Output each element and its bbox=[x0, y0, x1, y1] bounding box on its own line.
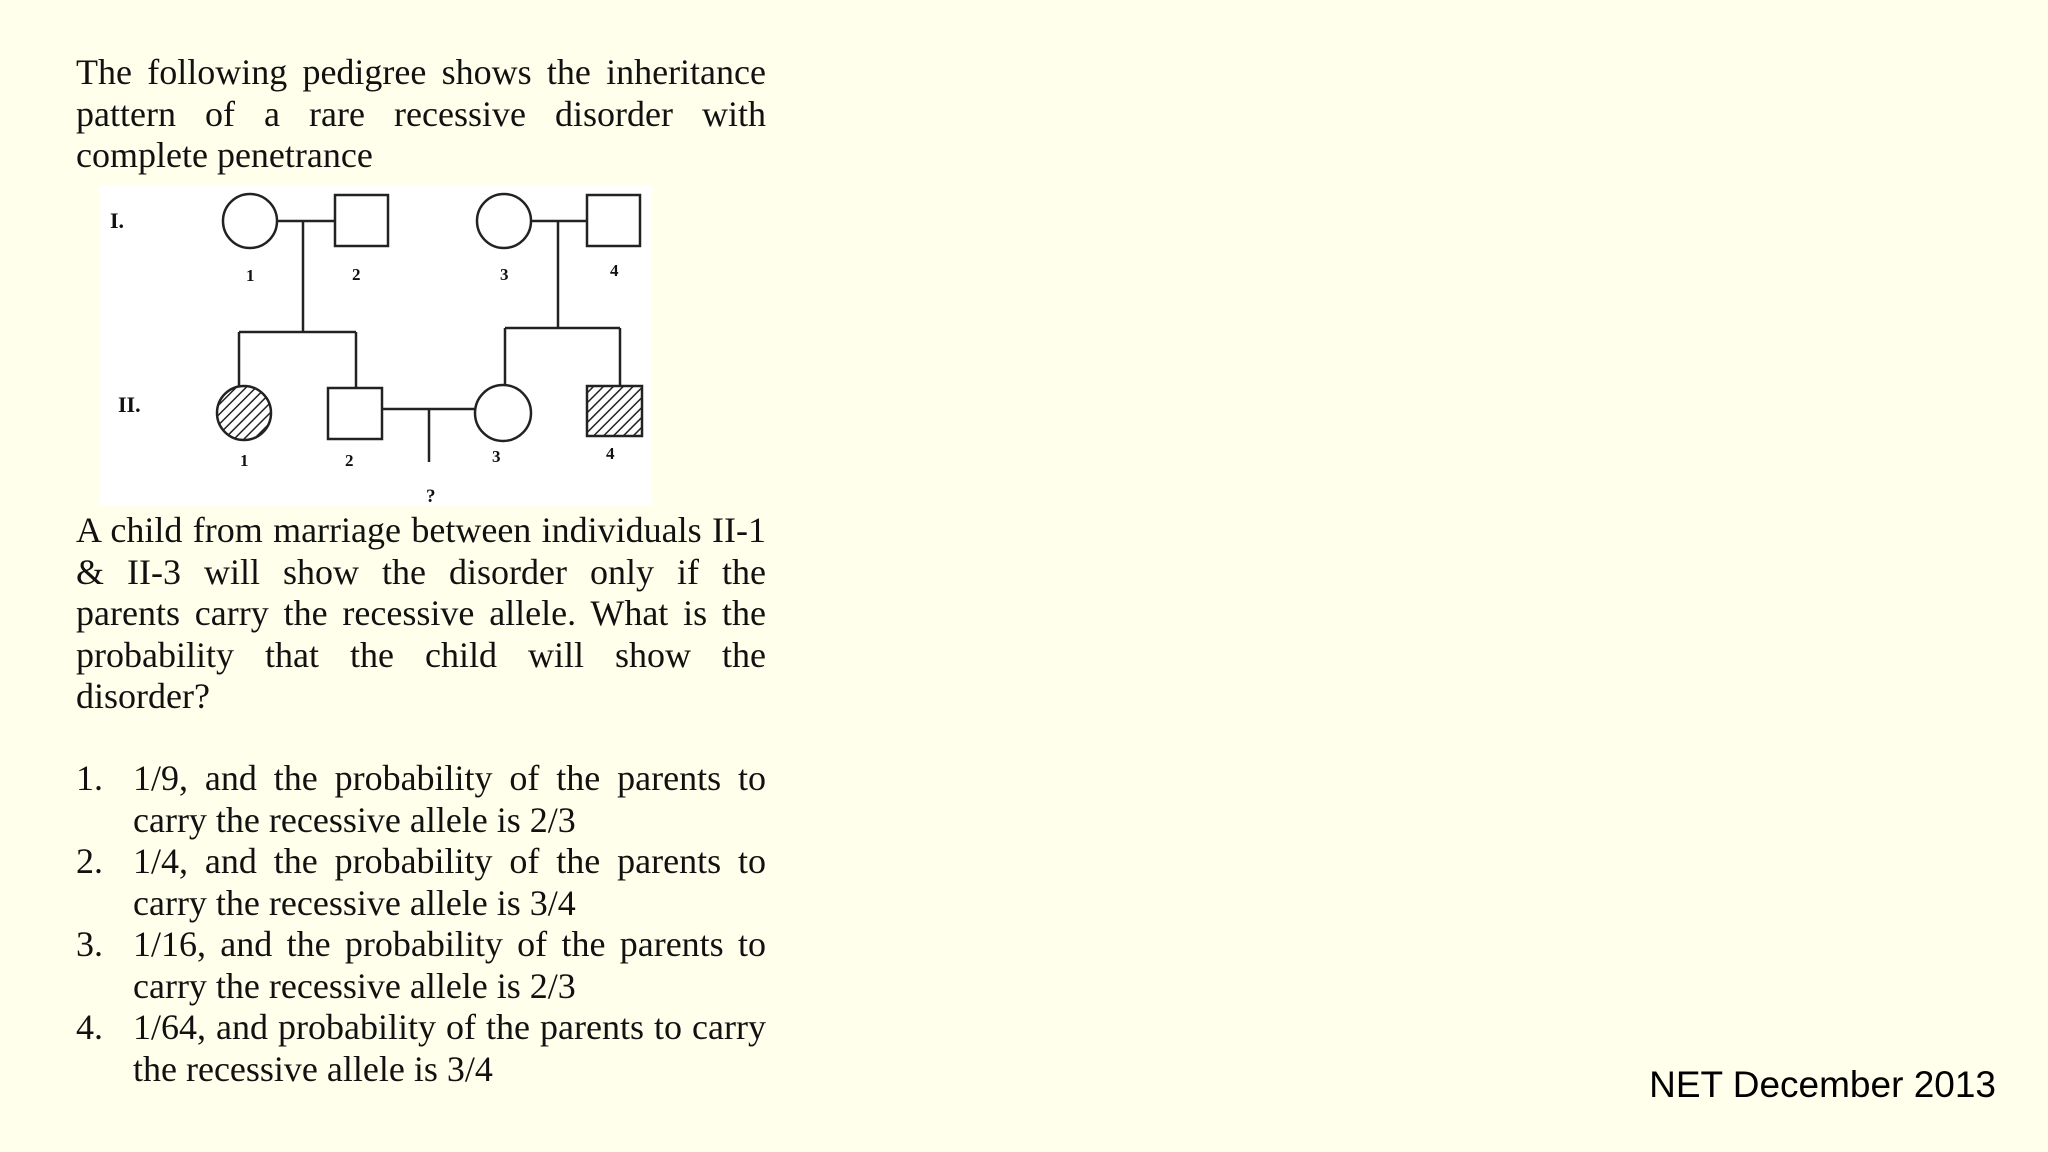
intro-paragraph bbox=[76, 52, 766, 177]
number-II-2: 2 bbox=[345, 451, 354, 470]
number-II-1: 1 bbox=[240, 451, 249, 470]
number-II-3: 3 bbox=[492, 447, 501, 466]
pedigree-chart bbox=[100, 186, 652, 506]
number-I-4: 4 bbox=[610, 261, 619, 280]
generation-label-2: II. bbox=[118, 392, 141, 417]
option-3-number: 3. bbox=[76, 924, 103, 964]
option-4-number: 4. bbox=[76, 1007, 103, 1047]
individual-I-1 bbox=[223, 194, 277, 248]
option-1-text: 1/9, and the probability of the parents to carry the recessive allele is 2/3 bbox=[133, 758, 766, 840]
individual-I-3 bbox=[477, 194, 531, 248]
option-2-number: 2. bbox=[76, 841, 103, 881]
individual-II-4-affected bbox=[587, 386, 642, 436]
generation-label-1: I. bbox=[110, 208, 125, 233]
number-I-3: 3 bbox=[500, 265, 509, 284]
answer-options bbox=[76, 758, 766, 1090]
option-4 bbox=[76, 1007, 766, 1090]
source-label: NET December 2013 bbox=[1649, 1064, 1996, 1105]
individual-II-2 bbox=[328, 388, 382, 439]
number-I-1: 1 bbox=[246, 266, 255, 285]
individual-II-3 bbox=[475, 385, 531, 441]
question-paragraph bbox=[76, 510, 766, 718]
option-3-text: 1/16, and the probability of the parents to carry the recessive allele is 2/3 bbox=[133, 924, 766, 1006]
number-II-4: 4 bbox=[606, 444, 615, 463]
number-I-2: 2 bbox=[352, 265, 361, 284]
option-4-text: 1/64, and probability of the parents to carry the recessive allele is 3/4 bbox=[133, 1007, 766, 1089]
individual-II-1-affected bbox=[217, 386, 271, 440]
unknown-child-marker: ? bbox=[426, 486, 436, 506]
pedigree-svg bbox=[100, 186, 652, 506]
intro-text: The following pedigree shows the inheritance pattern of a rare recessive disorder with complete penetrance bbox=[76, 52, 766, 175]
option-2 bbox=[76, 841, 766, 924]
individual-I-4 bbox=[587, 195, 640, 246]
option-3 bbox=[76, 924, 766, 1007]
option-1 bbox=[76, 758, 766, 841]
individual-I-2 bbox=[335, 195, 388, 246]
question-text: A child from marriage between individuals II-1 & II-3 will show the disorder only if the parents carry the recessive allele. What is the probability that the child will show the disorder? bbox=[76, 510, 766, 716]
option-1-number: 1. bbox=[76, 758, 103, 798]
option-2-text: 1/4, and the probability of the parents to carry the recessive allele is 3/4 bbox=[133, 841, 766, 923]
